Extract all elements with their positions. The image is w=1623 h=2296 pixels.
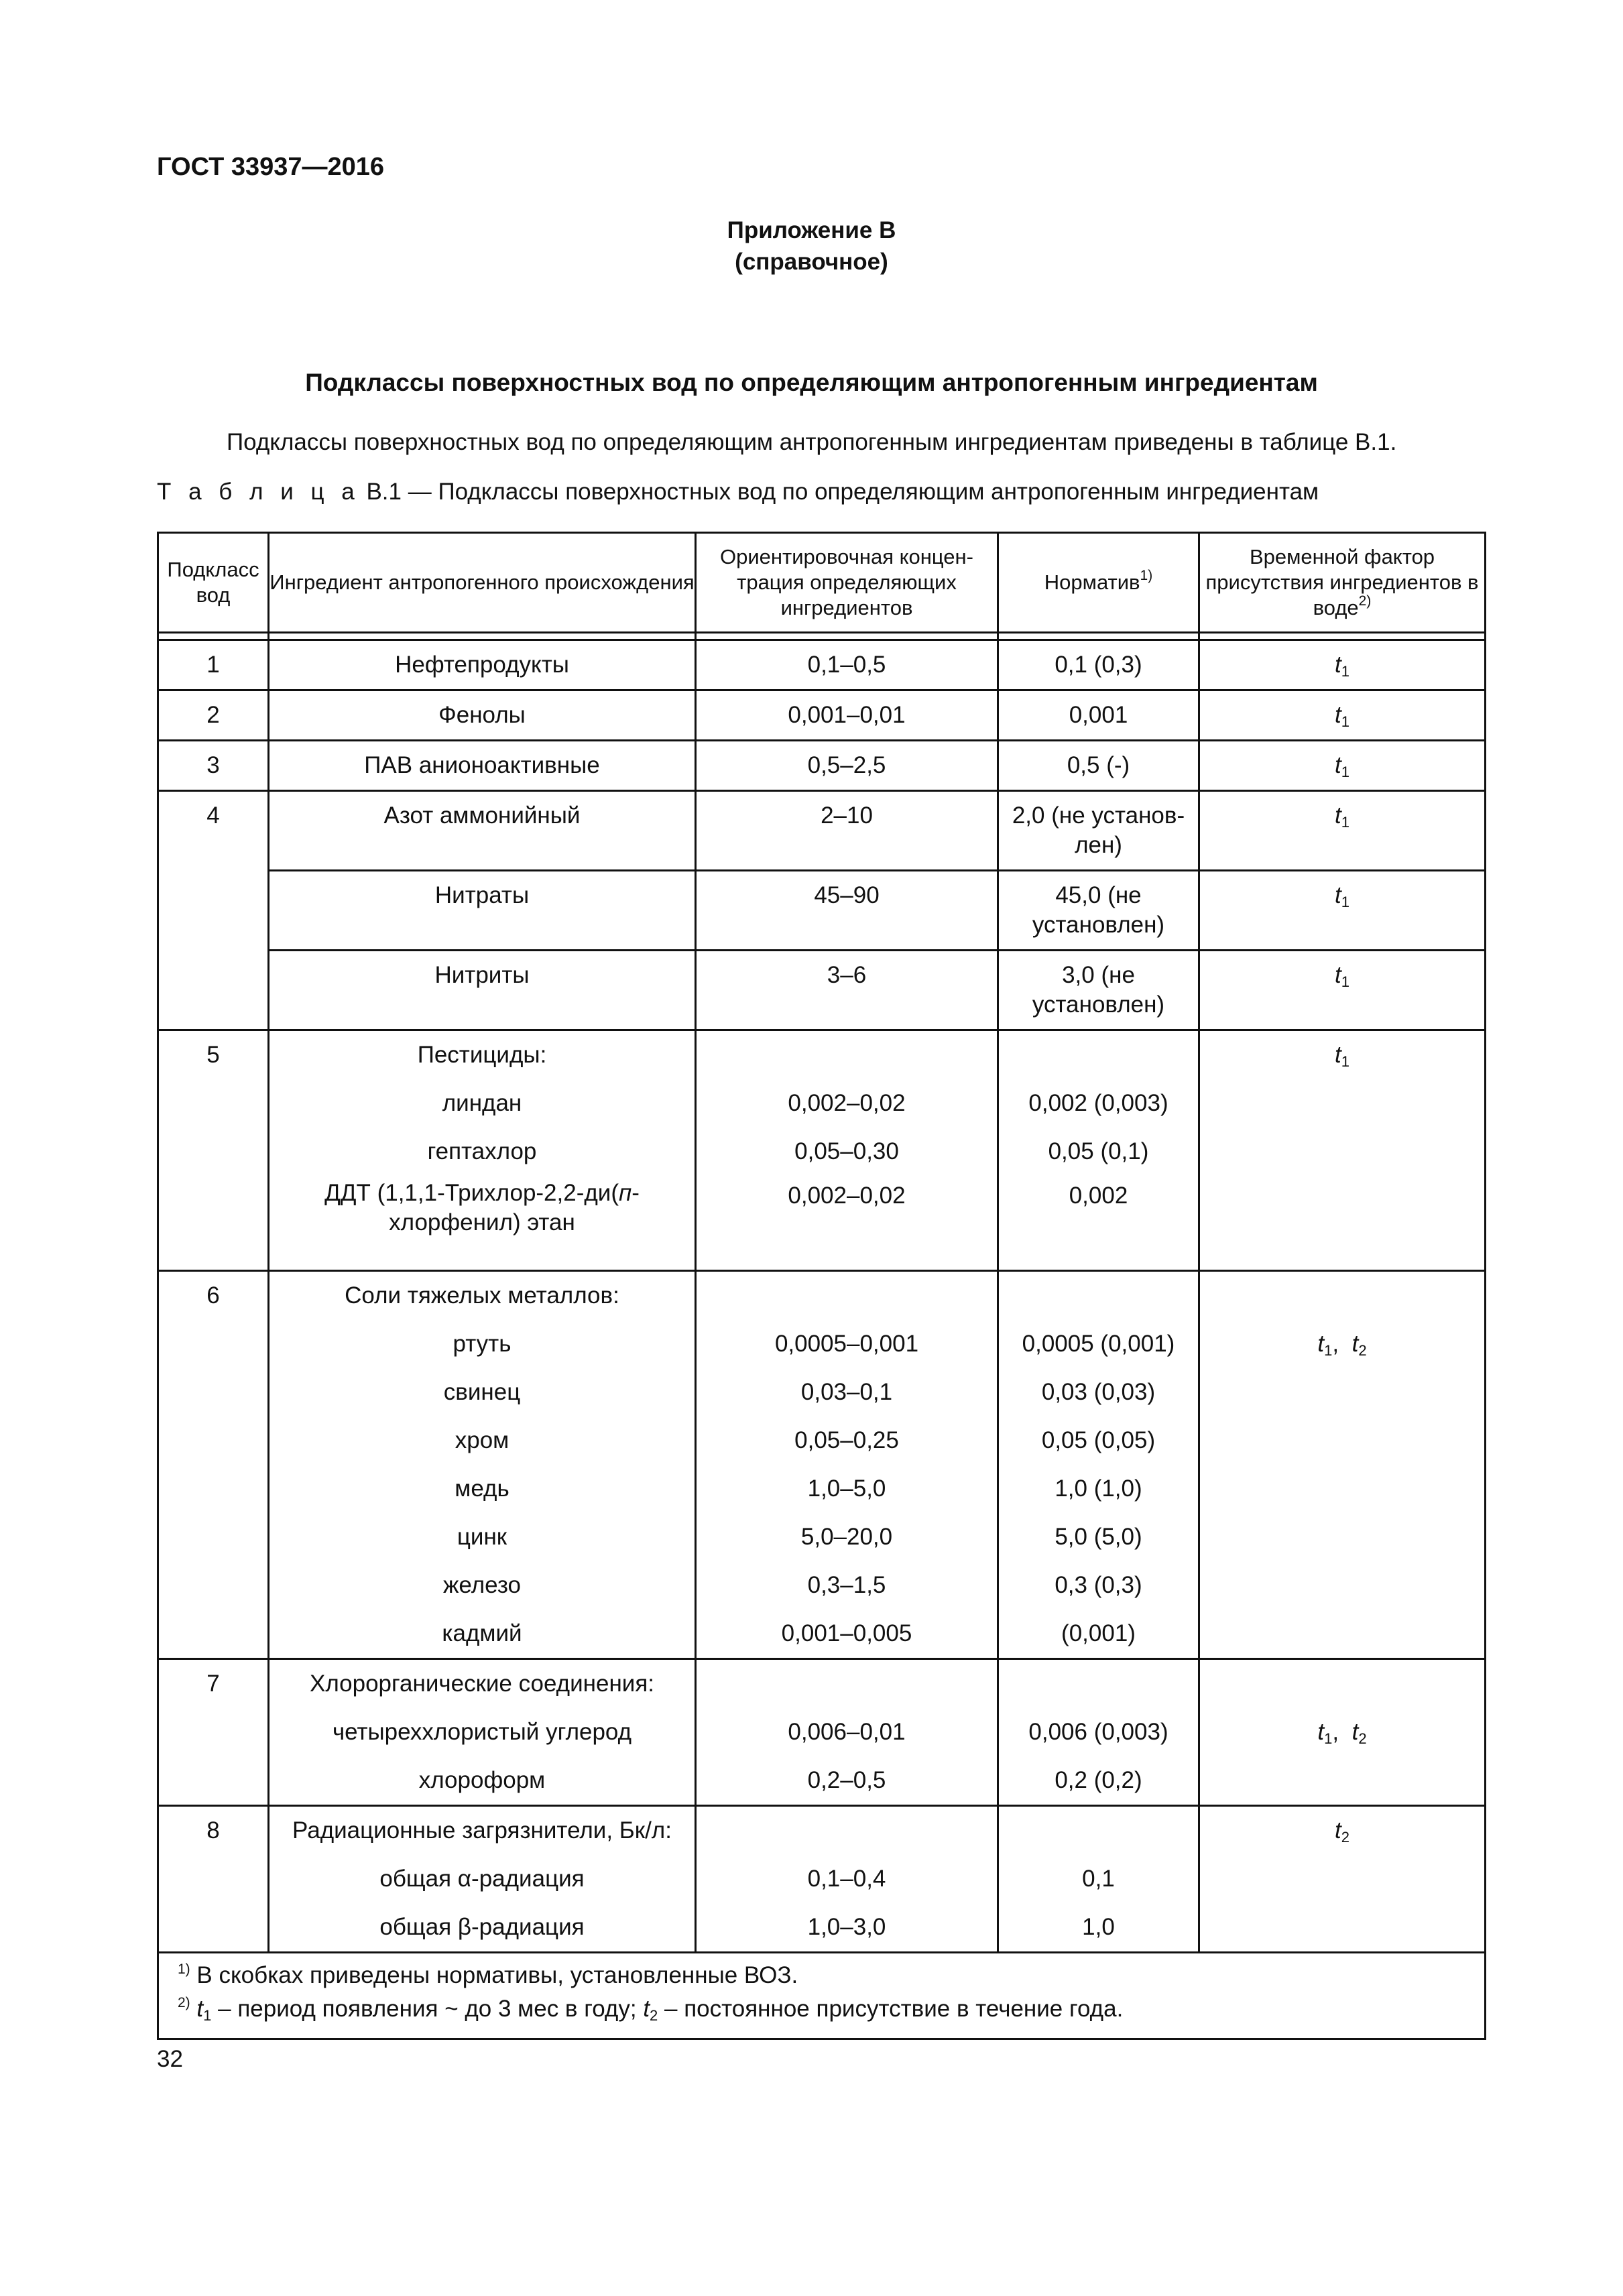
subclass-num-text: 8 [206,1817,220,1844]
normative-value: 0,002 [1069,1183,1128,1209]
ingredient-name: хром [455,1427,509,1453]
concentration-value: 0,05–0,25 [794,1427,899,1453]
time-factor-cell [1199,741,1486,791]
concentration-cell [696,1271,998,1659]
ingredient-cell [269,1271,696,1659]
ingredient-cell [269,1030,696,1271]
normative-value: 45,0 (не установлен) [1032,882,1165,938]
time-factor-symbol: $t_2$ [1351,1719,1367,1747]
normative-cell [998,871,1199,951]
appendix-title: Приложение В [727,217,896,243]
ingredient-name: Нитраты [434,882,530,908]
document-code: ГОСТ 33937—2016 [157,153,385,181]
ingredient-cell [269,871,696,951]
col-header-time-factor: Временной фактор присутствия ингредиентов в воде$^{2)}$ [1199,533,1486,633]
concentration-value: 0,1–0,4 [807,1866,886,1892]
normative-value: 0,05 (0,05) [1041,1427,1156,1453]
normative-cell [998,951,1199,1030]
note-2: $^{2)}$ $t_1$ – период появления ~ до 3 мес в году; $t_2$ – постоянное присутствие в течение года. [178,1995,1124,2024]
table-body [158,640,1486,1953]
ingredient-group-title: Пестициды: [417,1042,547,1068]
concentration-cell [696,871,998,951]
subclass-num-text: 6 [206,1282,220,1309]
time-factor-cell [1199,951,1486,1030]
concentration-value: 0,001–0,01 [788,702,906,728]
ingredient-group-title: Хлорорганические соединения: [310,1671,654,1697]
col-header-subclass: Подкласс вод [158,533,269,633]
normative-value: 0,002 (0,003) [1028,1090,1168,1116]
concentration-value: 0,05–0,30 [794,1138,899,1164]
ingredient-name: ПАВ анионоактивные [364,752,600,778]
col-header-concentration: Ориентировочная концен-трация определяющих ингредиентов [696,533,998,633]
ingredient-name: свинец [443,1379,521,1405]
table-row [158,1806,1486,1953]
ingredient-name: хлороформ [418,1767,546,1793]
concentration-value: 0,03–0,1 [800,1379,893,1405]
ingredient-name: медь [455,1475,509,1502]
time-factor-cell [1199,791,1486,871]
subclass-num-text: 3 [206,752,220,778]
normative-value: 0,05 (0,1) [1048,1138,1149,1164]
subclass-number [158,690,269,741]
normative-value: 1,0 [1082,1914,1115,1940]
ingredient-cell [269,951,696,1030]
ingredient-name: цинк [457,1524,507,1550]
concentration-cell [696,1030,998,1271]
concentration-value: 0,002–0,02 [788,1090,906,1116]
table-row [158,1030,1486,1271]
concentration-cell [696,791,998,871]
concentration-value: 0,006–0,01 [788,1719,906,1745]
time-factor-symbol: $t_1$ [1335,1042,1349,1070]
normative-value: 0,03 (0,03) [1041,1379,1156,1405]
subclass-number [158,791,269,1030]
ingredient-cell [269,1659,696,1806]
ingredient-cell [269,791,696,871]
time-factor-cell: $t_1$, $t_2$ [1199,1271,1486,1659]
time-factor-cell [1199,640,1486,690]
header-separator [158,633,1486,640]
table-row [158,741,1486,791]
subclass-num-text: 5 [206,1042,220,1068]
normative-value: 0,1 [1082,1866,1115,1892]
ingredient-name: Нефтепродукты [395,652,569,678]
normative-value: (0,001) [1061,1620,1136,1646]
concentration-cell [696,640,998,690]
ingredient-cell [269,690,696,741]
time-factor-symbol: $t_1$ [1335,702,1349,730]
concentration-value: 5,0–20,0 [800,1524,893,1550]
ingredient-group-title: Радиационные загрязнители, Бк/л: [292,1817,672,1844]
ingredient-cell [269,1806,696,1953]
ingredient-group-title: Соли тяжелых металлов: [345,1282,619,1309]
table-row [158,871,1486,951]
ingredient-name: Азот аммонийный [383,802,581,829]
table-notes [158,1953,1486,2039]
time-factor-symbol: $t_1$ [1335,882,1349,910]
ingredient-name: Фенолы [438,702,526,728]
subclass-number [158,1030,269,1271]
concentration-cell [696,951,998,1030]
time-factor-symbol: $t_2$ [1335,1817,1349,1846]
note-1: $^{1)}$ В скобках приведены нормативы, установленные ВОЗ. [178,1961,798,1988]
concentration-value: 2–10 [821,802,873,829]
time-factor-cell [1199,1030,1486,1271]
normative-cell [998,1806,1199,1953]
subclass-num-text: 4 [206,802,220,829]
concentration-cell [696,1806,998,1953]
normative-value: 0,006 (0,003) [1028,1719,1168,1745]
normative-value: 1,0 (1,0) [1055,1475,1142,1502]
concentration-value: 1,0–5,0 [807,1475,886,1502]
concentration-cell [696,741,998,791]
table-caption [157,479,1319,505]
table-row [158,951,1486,1030]
ingredient-cell [269,640,696,690]
time-factor-cell [1199,690,1486,741]
caption-prefix: Т а б л и ц а [157,479,360,505]
normative-cell [998,1030,1199,1271]
ingredient-name: кадмий [442,1620,522,1646]
normative-cell [998,791,1199,871]
time-factor-symbol: $t_1$ [1335,962,1349,990]
ingredient-name: гептахлор [427,1138,537,1164]
ingredient-name: Нитриты [434,962,530,988]
normative-value: 0,5 (-) [1067,752,1130,778]
subclass-number [158,1806,269,1953]
ingredient-name: ДДТ (1,1,1-Трихлор-2,2-ди(п-хлорфенил) этан [324,1180,640,1235]
time-factor-symbol: $t_1$ [1335,652,1349,680]
normative-value: 0,3 (0,3) [1055,1572,1142,1598]
normative-cell [998,640,1199,690]
concentration-value: 0,002–0,02 [788,1183,906,1209]
time-factor-cell [1199,1806,1486,1953]
time-factor-cell: $t_1$, $t_2$ [1199,1659,1486,1806]
subclass-number [158,640,269,690]
ingredient-cell [269,741,696,791]
normative-value: 0,001 [1069,702,1128,728]
normative-cell [998,1271,1199,1659]
appendix-kind: (справочное) [735,249,888,275]
time-factor-symbol: $t_1$ [1335,802,1349,831]
ingredient-name: линдан [442,1090,522,1116]
table-row [158,690,1486,741]
subclass-table [157,532,1486,2040]
table-row [158,640,1486,690]
normative-value: 0,2 (0,2) [1055,1767,1142,1793]
subclass-num-text: 2 [206,702,220,728]
normative-cell [998,741,1199,791]
time-factor-cell [1199,871,1486,951]
col-header-ingredient: Ингредиент антропогенного происхождения [269,533,696,633]
ingredient-name: общая α-радиация [379,1866,585,1892]
ingredient-name: железо [443,1572,521,1598]
concentration-value: 0,2–0,5 [807,1767,886,1793]
concentration-value: 0,1–0,5 [807,652,886,678]
table-row [158,791,1486,871]
time-factor-symbol: $t_1$ [1317,1331,1333,1359]
normative-value: 0,1 (0,3) [1055,652,1142,678]
normative-cell [998,1659,1199,1806]
time-factor-symbol: $t_1$ [1317,1719,1333,1747]
intro-paragraph: Подклассы поверхностных вод по определяющим антропогенным ингредиентам приведены в таблице В.1. [227,429,1397,455]
concentration-cell [696,1659,998,1806]
normative-value: 2,0 (не установ-лен) [1012,802,1185,858]
concentration-value: 3–6 [827,962,867,988]
concentration-cell [696,690,998,741]
subclass-num-text: 7 [206,1671,220,1697]
caption-text: В.1 — Подклассы поверхностных вод по определяющим антропогенным ингредиентам [359,479,1319,505]
concentration-value: 45–90 [814,882,880,908]
time-factor-symbol: $t_1$ [1335,752,1349,780]
concentration-value: 1,0–3,0 [807,1914,886,1940]
subclass-number [158,1659,269,1806]
ingredient-name: общая β-радиация [379,1914,585,1940]
table-row [158,1271,1486,1659]
ingredient-name: четыреххлористый углерод [332,1719,632,1745]
subclass-num-text: 1 [206,652,220,678]
appendix-heading [0,215,1623,278]
normative-value: 5,0 (5,0) [1055,1524,1142,1550]
concentration-value: 0,3–1,5 [807,1572,886,1598]
concentration-value: 0,001–0,005 [781,1620,912,1646]
normative-value: 3,0 (не установлен) [1032,962,1165,1018]
ingredient-name: ртуть [453,1331,512,1357]
normative-value: 0,0005 (0,001) [1022,1331,1175,1357]
concentration-value: 0,0005–0,001 [774,1331,919,1357]
normative-cell [998,690,1199,741]
table-row [158,1659,1486,1806]
subclass-number [158,1271,269,1659]
section-title: Подклассы поверхностных вод по определяющим антропогенным ингредиентам [305,369,1318,396]
concentration-value: 0,5–2,5 [807,752,886,778]
subclass-number [158,741,269,791]
time-factor-symbol: $t_2$ [1351,1331,1367,1359]
page-number: 32 [157,2046,183,2072]
col-header-normative: Норматив$^{1)}$ [998,533,1199,633]
